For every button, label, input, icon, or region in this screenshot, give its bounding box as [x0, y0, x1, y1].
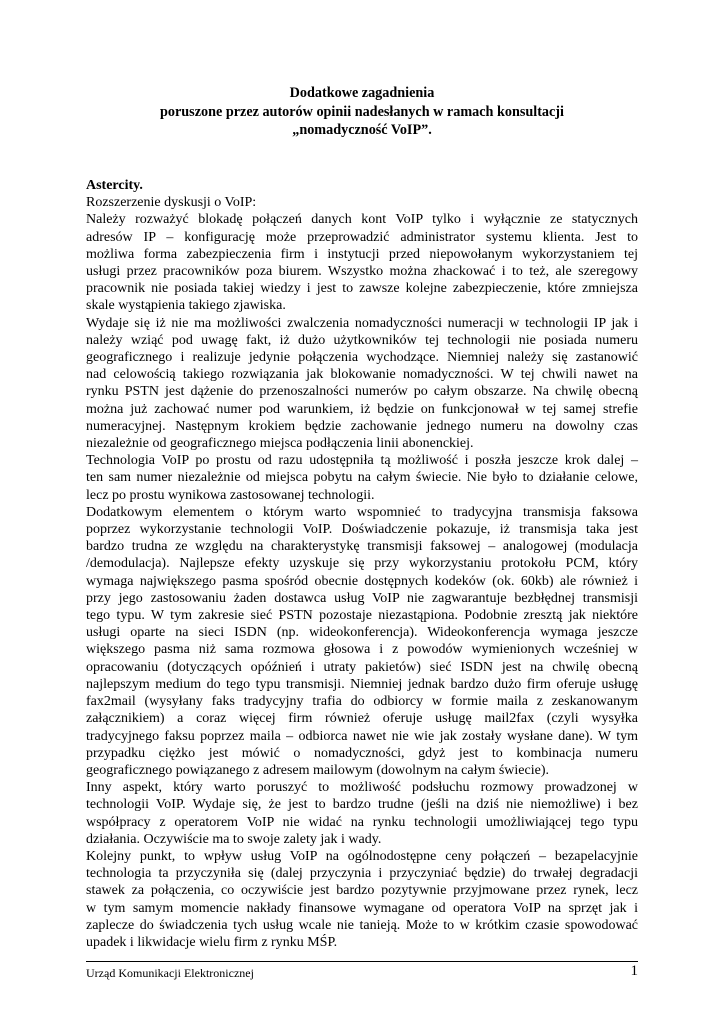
- text-line: lecz po prostu wynikowa zastosowanej technologii.: [86, 487, 375, 503]
- text-line: upadek i likwidacje wielu firm z rynku MŚP.: [86, 934, 338, 950]
- footer-divider: [86, 961, 638, 962]
- footer-institution: Urząd Komunikacji Elektronicznej: [86, 966, 254, 980]
- text-line: załącznikiem) a coraz więcej firm również oferuje usługę mail2fax (czyli wysyłka: [86, 711, 638, 727]
- text-line: adresów IP – konfigurację może przeprowadzić administrator systemu klienta. Jest to: [86, 229, 638, 245]
- title-line-3: „nomadyczność VoIP”.: [292, 122, 432, 138]
- text-line: stawek za połączenia, co oczywiście jest bardzo pozytywnie przyjmowane przez rynek, lecz: [86, 883, 638, 899]
- text-line: Wydaje się iż nie ma możliwości zwalczenia nomadyczności numeracji w technologii IP jak i: [86, 315, 638, 331]
- section-heading: Astercity.: [86, 178, 143, 193]
- text-line: bardzo trudna ze względu na charakterystykę transmisji faksowej – analogowej (modulacja: [86, 539, 638, 555]
- page-number: 1: [630, 963, 638, 979]
- text-line: numeracyjnej. Następnym krokiem będzie zachowanie jednego numeru na dowolny czas: [86, 418, 638, 434]
- text-line: należy wziąć pod uwagę fakt, iż dużo użytkowników tej technologii nie posiada numeru: [86, 332, 638, 348]
- text-line: Należy rozważyć blokadę połączeń danych kont VoIP tylko i wyłącznie ze statycznych: [86, 212, 638, 228]
- text-line: /demodulacja). Najlepsze efekty uzyskuje się przy wykorzystaniu protokołu PCM, który: [86, 556, 638, 572]
- text-line: tradycyjnego faksu poprzez maila – odbiorca nawet nie wie jak zostały wysłane dane). W tym: [86, 728, 638, 744]
- title-line-1: Dodatkowe zagadnienia: [289, 85, 435, 101]
- text-line: możliwa forma zabezpieczenia firm i instytucji przed niepowołanym wykorzystaniem tej: [86, 246, 638, 262]
- text-line: Rozszerzenie dyskusji o VoIP:: [86, 195, 257, 211]
- text-line: nad celowością takiego rozwiązania jak blokowanie nomadyczności. W tej chwili nawet na: [86, 367, 638, 383]
- text-line: skale wystąpienia takiego zjawiska.: [86, 298, 286, 314]
- text-line: w tym samym momencie nakłady finansowe wymagane od operatora VoIP na sprzęt jak i: [86, 900, 638, 916]
- text-line: Technologia VoIP po prostu od razu udostępniła tą możliwość i poszła jeszcze krok dalej –: [86, 453, 638, 469]
- text-line: geograficznego powiązanego z adresem mailowym (dowolnym na całym świecie).: [86, 762, 549, 778]
- text-line: pracownik nie posiada takiej wiedzy i jest to zawsze kolejne zabezpieczenie, które zmniejsza: [86, 281, 638, 297]
- text-line: technologia ta przyczyniła się (dalej przyczynia i przyczyniać będzie) do trwałej degradacji: [86, 866, 638, 882]
- text-line: można już zachować numer pod warunkiem, iż będzie on funkcjonował w tej samej strefie: [86, 401, 638, 417]
- text-line: tego typu. W tym zakresie sieć PSTN pozostaje niezastąpiona. Podobnie zresztą jak niektóre: [86, 608, 638, 624]
- text-line: najlepszym medium do tego typu transmisji. Niemniej jednak bardzo dużo firm oferuje usługę: [86, 676, 638, 692]
- text-line: Inny aspekt, który warto poruszyć to możliwość podsłuchu rozmowy prowadzonej w: [86, 780, 638, 796]
- text-line: niezależnie od geograficznego miejsca podłączenia linii abonenckiej.: [86, 436, 474, 452]
- text-line: usługi oparte na sieci ISDN (np. wideokonferencja). Wideokonferencja wymaga jeszcze: [86, 625, 638, 641]
- text-line: ten sam numer niezależnie od miejsca pobytu na całym świecie. Nie było to działanie celowe,: [86, 470, 638, 486]
- text-line: geograficznego i realizuje jedynie połączenia wychodzące. Niemniej należy się zastanowić: [86, 350, 638, 366]
- text-line: większego pasma niż sama rozmowa głosowa i z powodów wymienionych wcześniej w: [86, 642, 638, 658]
- text-line: fax2mail (wysyłany faks tradycyjny trafia do odbiorcy w formie maila z zeskanowanym: [86, 694, 638, 710]
- text-line: rynku PSTN jest dążenie do przenoszalności numerów po całym obszarze. Na chwilę obecną: [86, 384, 638, 400]
- text-line: usługi przez pracowników poza biurem. Wszystko można zhackować i to też, ale szeregowy: [86, 264, 638, 280]
- text-line: zaplecze do świadczenia tych usług wcale nie tanieją. Może to w krótkim czasie spowodować: [86, 917, 638, 933]
- text-line: przypadku ciężko jest mówić o nomadyczności, gdyż jest to kombinacja numeru: [86, 745, 638, 761]
- text-line: działania. Oczywiście ma to swoje zalety jak i wady.: [86, 831, 382, 847]
- text-line: współpracy z operatorem VoIP nie widać na rynku technologii umożliwiającej tego typu: [86, 814, 638, 830]
- text-line: wymaga największego pasma spośród obecnie dostępnych kodeków (ok. 60kb) ale również i: [86, 573, 638, 589]
- text-line: przy jego zastosowaniu żaden dostawca usług VoIP nie zagwarantuje bezbłędnej transmisji: [86, 590, 638, 606]
- text-line: Kolejny punkt, to wpływ usług VoIP na ogólnodostępne ceny połączeń – bezapelacyjnie: [86, 848, 638, 864]
- text-line: Dodatkowym elementem o którym warto wspomnieć to tradycyjna transmisja faksowa: [86, 504, 638, 520]
- title-line-2: poruszone przez autorów opinii nadesłanych w ramach konsultacji: [160, 103, 564, 120]
- text-line: opracowaniu (dotyczących opóźnień i utraty pakietów) sieć ISDN jest na chwilę obecną: [86, 659, 638, 675]
- text-line: technologii VoIP. Wydaje się, że jest to bardzo trudne (jeśli na dziś nie niemożliwe) i bez: [86, 797, 638, 813]
- document-title: [86, 84, 638, 140]
- document-body: [86, 177, 638, 951]
- text-line: poprzez wykorzystanie technologii VoIP. Doświadczenie pokazuje, iż transmisja taka jest: [86, 522, 638, 538]
